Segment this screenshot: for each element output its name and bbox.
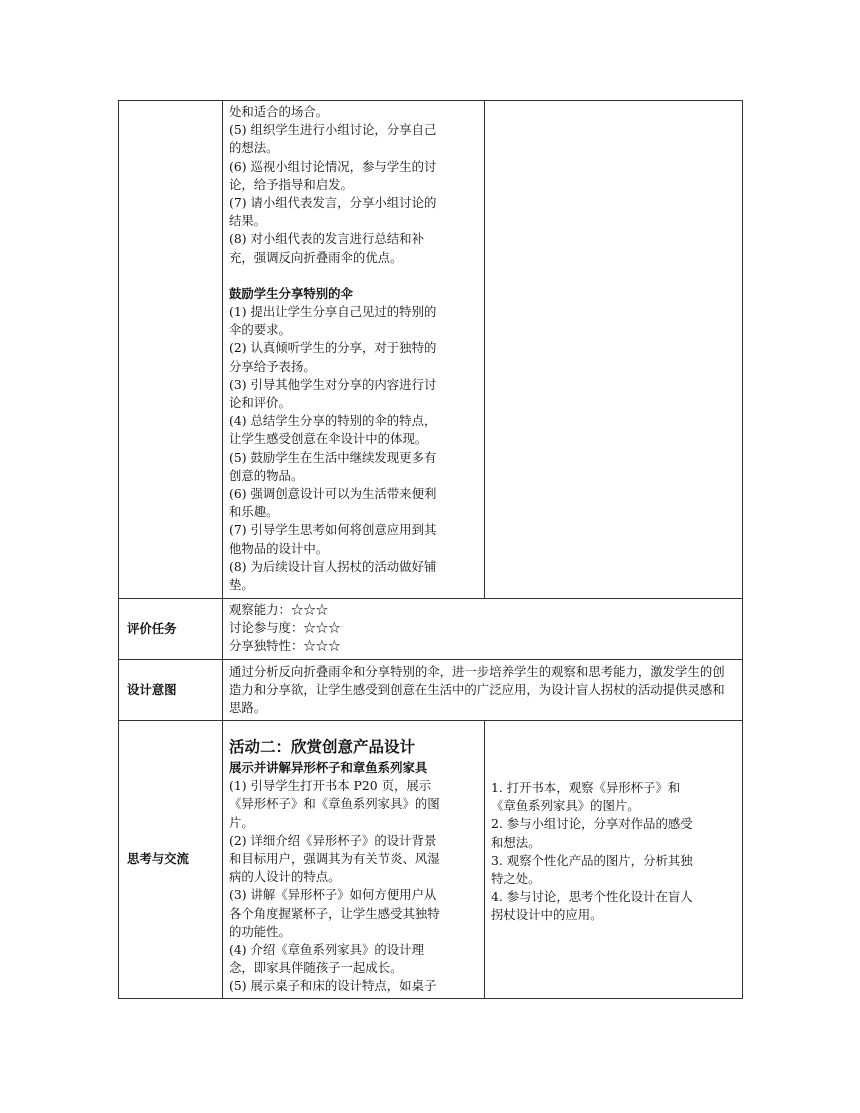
text-line: (2) 认真倾听学生的分享，对于独特的	[229, 340, 437, 356]
design-intent-label: 设计意图	[119, 660, 223, 721]
text-line: 和目标用户，强调其为有关节炎、风湿	[229, 851, 440, 867]
activity-title: 活动二：欣赏创意产品设计	[229, 738, 416, 756]
student-activity-cell	[485, 721, 743, 999]
text-line: 《章鱼系列家具》的图片。	[491, 798, 640, 814]
text-line: (8) 对小组代表的发言进行总结和补	[229, 231, 424, 247]
text-line: 各个角度握紧杯子，让学生感受其独特	[229, 905, 440, 921]
text-line: (5) 鼓励学生在生活中继续发现更多有	[229, 449, 437, 465]
text-line: (1) 提出让学生分享自己见过的特别的	[229, 304, 437, 320]
text-line: 的功能性。	[229, 923, 291, 939]
table-row	[119, 599, 743, 660]
table-row	[119, 660, 743, 721]
text-line: 和乐趣。	[229, 504, 279, 520]
teacher-activity-cell	[223, 721, 485, 999]
text-line: (6) 强调创意设计可以为生活带来便利	[229, 486, 437, 502]
text-line: (5) 组织学生进行小组讨论，分享自己	[229, 122, 437, 138]
section-title: 鼓励学生分享特别的伞	[229, 285, 353, 301]
text-line: 垫。	[229, 577, 254, 593]
text-line: (3) 讲解《异形杯子》如何方便用户从	[229, 887, 437, 903]
text-line: (7) 引导学生思考如何将创意应用到其	[229, 522, 437, 538]
evaluation-item: 分享独特性：☆☆☆	[229, 638, 341, 654]
evaluation-cell	[223, 599, 743, 660]
text-line: 他物品的设计中。	[229, 540, 329, 556]
text-line: 分享给予表扬。	[229, 358, 316, 374]
student-activity-cell	[485, 101, 743, 599]
text-line: 特之处。	[491, 871, 541, 887]
text-line: 拐杖设计中的应用。	[491, 907, 603, 923]
table-row	[119, 101, 743, 599]
evaluation-item: 讨论参与度：☆☆☆	[229, 620, 341, 636]
table-row	[119, 721, 743, 999]
text-line: 伞的要求。	[229, 322, 291, 338]
text-line: 论，给予指导和启发。	[229, 176, 353, 192]
text-line: 片。	[229, 814, 254, 830]
blank-line	[229, 267, 478, 285]
text-line: (4) 总结学生分享的特别的伞的特点，	[229, 413, 437, 429]
think-exchange-label: 思考与交流	[119, 721, 223, 999]
empty-label-cell	[119, 101, 223, 599]
text-line: 念，即家具伴随孩子一起成长。	[229, 960, 403, 976]
text-line: (2) 详细介绍《异形杯子》的设计背景	[229, 832, 437, 848]
text-line: 病的人设计的特点。	[229, 869, 341, 885]
design-intent-text: 通过分析反向折叠雨伞和分享特别的伞，进一步培养学生的观察和思考能力，激发学生的创造力和分享欲，让学生感受到创意在生活中的广泛应用，为设计盲人拐杖的活动提供灵感和思路。	[223, 660, 743, 721]
teacher-activity-cell	[223, 101, 485, 599]
lesson-plan-table	[118, 100, 743, 999]
text-line: 让学生感受创意在伞设计中的体现。	[229, 431, 428, 447]
text-line: 结果。	[229, 213, 267, 229]
activity-subtitle: 展示并讲解异形杯子和章鱼系列家具	[229, 760, 428, 775]
student-activity-list	[491, 723, 736, 925]
text-line: (5) 展示桌子和床的设计特点，如桌子	[229, 978, 437, 994]
text-line: 处和适合的场合。	[229, 104, 329, 119]
text-line: 论和评价。	[229, 395, 291, 411]
text-line: (1) 引导学生打开书本 P20 页，展示	[229, 778, 432, 794]
text-line: 创意的物品。	[229, 467, 304, 483]
text-line: 和想法。	[491, 834, 541, 850]
text-line: (6) 巡视小组讨论情况，参与学生的讨	[229, 158, 437, 174]
text-line: 1. 打开书本，观察《异形杯子》和	[491, 780, 681, 795]
text-line: 的想法。	[229, 140, 279, 156]
text-line: (7) 请小组代表发言，分享小组讨论的	[229, 195, 437, 211]
text-line: 《异形杯子》和《章鱼系列家具》的图	[229, 796, 440, 812]
text-line: (8) 为后续设计盲人拐杖的活动做好铺	[229, 558, 437, 574]
text-line: 充，强调反向折叠雨伞的优点。	[229, 249, 403, 265]
text-line: (3) 引导其他学生对分享的内容进行讨	[229, 376, 437, 392]
text-line: 3. 观察个性化产品的图片，分析其独	[491, 852, 693, 868]
evaluation-label: 评价任务	[119, 599, 223, 660]
text-line: 4. 参与讨论，思考个性化设计在盲人	[491, 889, 693, 905]
text-line: (4) 介绍《章鱼系列家具》的设计理	[229, 942, 424, 958]
evaluation-item: 观察能力：☆☆☆	[229, 602, 329, 617]
text-line: 2. 参与小组讨论，分享对作品的感受	[491, 816, 693, 832]
